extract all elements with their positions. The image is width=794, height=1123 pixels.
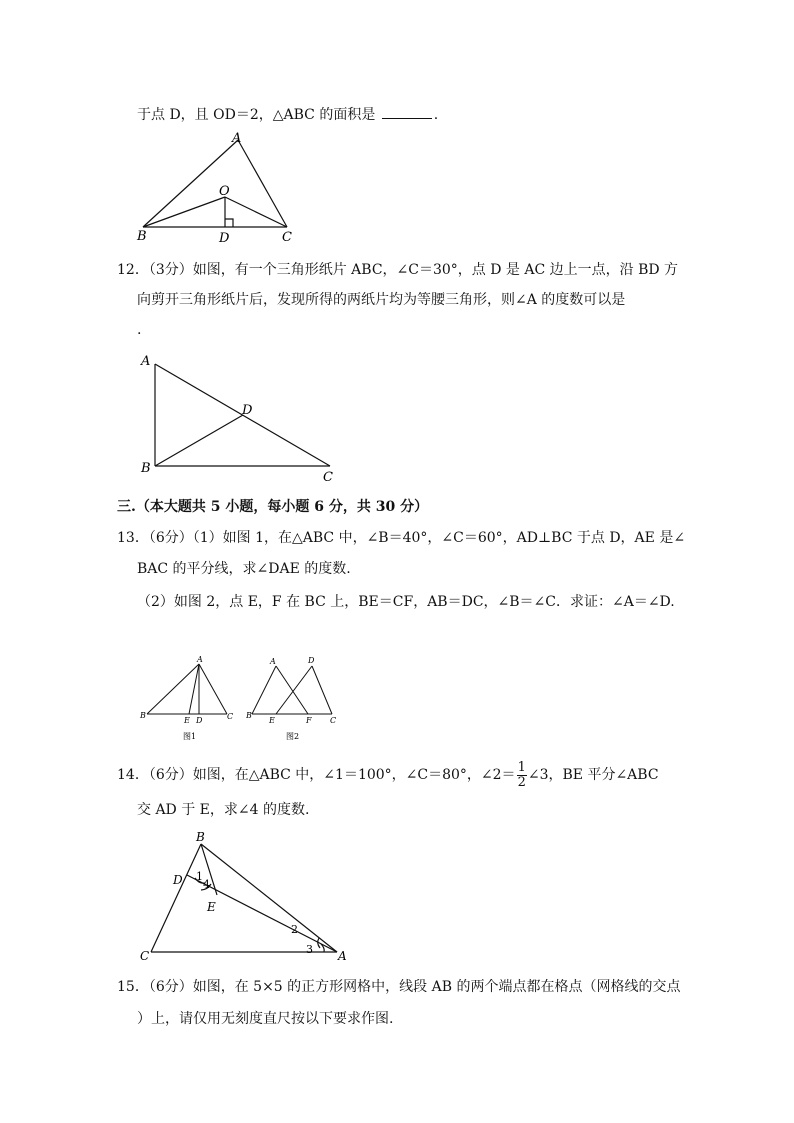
- section-3-heading: 三.（本大题共 5 小题，每小题 6 分，共 30 分）: [117, 499, 429, 515]
- q13-fig1-caption: 图1: [183, 732, 197, 741]
- q13-fig1-label-d: D: [196, 716, 203, 725]
- q12-label-d: D: [242, 403, 253, 418]
- q14-label-d: D: [173, 873, 183, 887]
- q13-line-1: 13．（6分）（1）如图 1，在△ABC 中，∠B＝40°，∠C＝60°，AD⊥BC 于点 D，AE 是∠: [117, 530, 686, 546]
- q13-fig1-label-b: B: [140, 711, 146, 720]
- q13-fig2-label-e: E: [269, 716, 275, 725]
- q14-text-b: ∠3，BE 平分∠ABC: [527, 767, 659, 783]
- q11-label-o: O: [219, 184, 230, 199]
- q12-label-a: A: [141, 354, 151, 369]
- q11-text: [137, 104, 438, 125]
- q12-line-3: .: [137, 322, 142, 338]
- q14-label-1: 1: [196, 870, 203, 883]
- q11-label-c: C: [282, 230, 292, 245]
- q14-label-2: 2: [291, 923, 298, 936]
- q13-line-3: （2）如图 2，点 E，F 在 BC 上，BE＝CF，AB＝DC，∠B＝∠C．求证：∠A＝∠D.: [137, 594, 675, 610]
- q12-label-b: B: [141, 461, 151, 476]
- q13-figure-1: [136, 652, 246, 744]
- q14-fraction: [517, 761, 527, 790]
- q13-figure-2: [246, 652, 346, 744]
- q13-fig2-label-c: C: [330, 716, 337, 725]
- q14-frac-denominator: 2: [517, 774, 526, 790]
- q14-line-2: 交 AD 于 E，求∠4 的度数.: [137, 802, 310, 818]
- q13-fig2-label-d: D: [308, 656, 315, 665]
- q13-fig1-label-e: E: [184, 716, 190, 725]
- q15-line-2: ）上，请仅用无刻度直尺按以下要求作图.: [137, 1011, 394, 1027]
- q13-fig1-label-a: A: [197, 655, 203, 664]
- q14-frac-numerator: 1: [517, 759, 526, 775]
- q14-label-b: B: [196, 830, 205, 844]
- q13-fig1-label-c: C: [227, 712, 234, 721]
- q14-label-c: C: [140, 949, 150, 963]
- q13-line-2: BAC 的平分线，求∠DAE 的度数.: [137, 561, 351, 577]
- q11-end-mark: .: [433, 107, 439, 123]
- q11-label-a: A: [232, 131, 242, 146]
- q12-label-c: C: [323, 470, 333, 485]
- q12-line-1: 12．（3分）如图，有一个三角形纸片 ABC，∠C＝30°，点 D 是 AC 边上一点，沿 BD 方: [117, 262, 679, 278]
- q13-fig2-label-f: F: [306, 716, 312, 725]
- q14-label-3: 3: [306, 943, 313, 956]
- q14-figure: [135, 828, 355, 963]
- q13-fig2-caption: 图2: [286, 732, 300, 741]
- q15-line-1: 15．（6分）如图，在 5×5 的正方形网格中，线段 AB 的两个端点都在格点（网格线的交点: [117, 979, 681, 995]
- q11-label-d: D: [219, 231, 230, 246]
- q14-label-a: A: [338, 949, 347, 963]
- q12-line-2: 向剪开三角形纸片后，发现所得的两纸片均为等腰三角形，则∠A 的度数可以是: [137, 292, 626, 308]
- q11-tail-text: 于点 D，且 OD＝2，△ABC 的面积是: [137, 107, 376, 123]
- q14-label-4: 4: [203, 878, 210, 891]
- q12-figure: [136, 350, 346, 485]
- q14-label-e: E: [207, 900, 216, 914]
- q11-figure: [130, 128, 300, 248]
- q13-fig2-label-b: B: [246, 711, 252, 720]
- q14-text-a: 14．（6分）如图，在△ABC 中，∠1＝100°，∠C＝80°，∠2＝: [117, 767, 516, 783]
- q11-answer-blank: [382, 104, 432, 119]
- q13-fig2-label-a: A: [270, 657, 276, 666]
- q14-line-1: [117, 760, 659, 790]
- q11-label-b: B: [137, 229, 147, 244]
